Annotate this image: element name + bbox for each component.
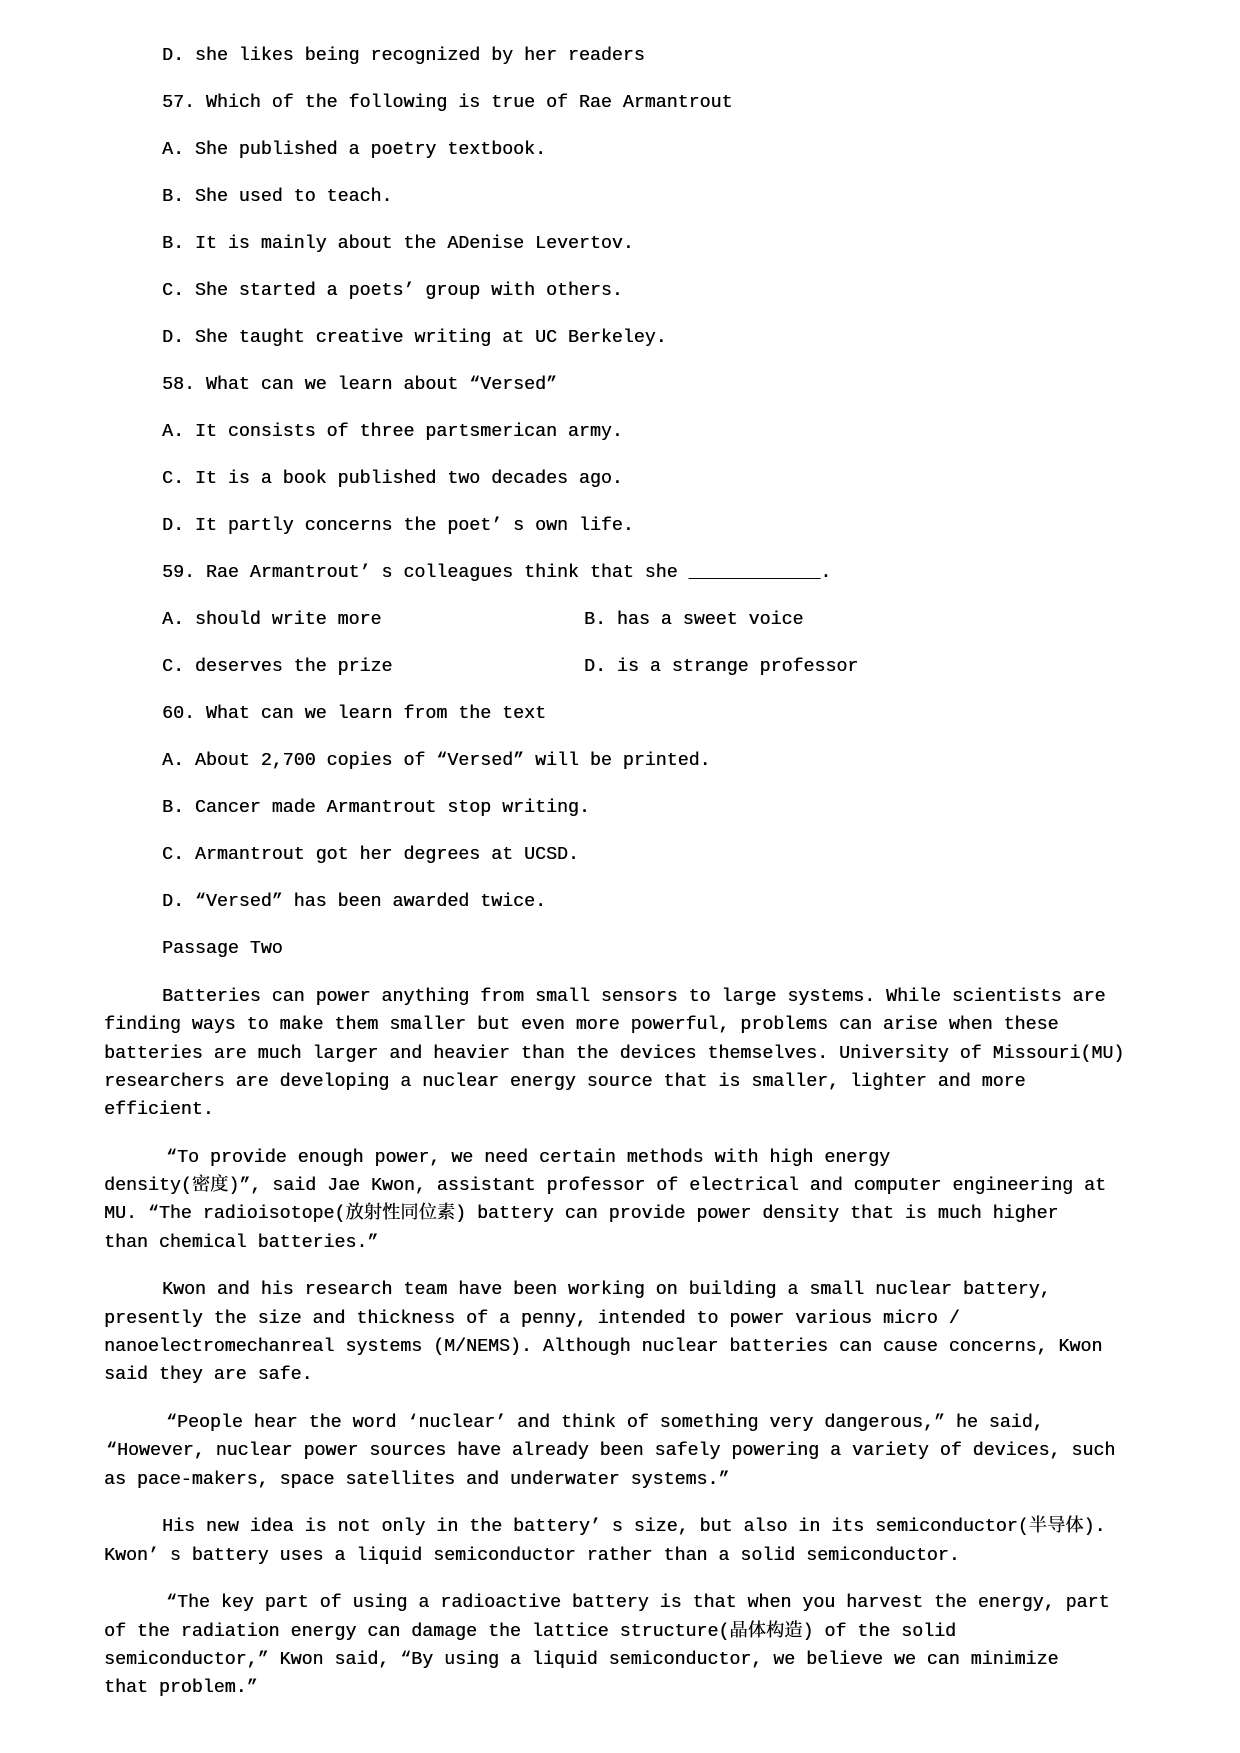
paragraph-line: researchers are developing a nuclear energy source that is smaller, lighter and more — [104, 1071, 1026, 1092]
paragraph-line: density(密度)”, said Jae Kwon, assistant professor of electrical and computer engineering at — [104, 1176, 1106, 1197]
question-58-option: C. It is a book published two decades ago. — [162, 469, 623, 489]
paragraph-line: Kwon and his research team have been working on building a small nuclear battery, — [162, 1280, 1051, 1301]
paragraph-line: Batteries can power anything from small sensors to large systems. While scientists are — [162, 987, 1106, 1007]
previous-question-option: D. she likes being recognized by her readers — [162, 46, 645, 66]
paragraph-line: MU. “The radioisotope(放射性同位素) battery can provide power density that is much higher — [104, 1204, 1059, 1225]
paragraph-line: presently the size and thickness of a penny, intended to power various micro / — [104, 1308, 960, 1329]
passage-paragraph — [0, 1409, 1240, 1494]
question-60-option: C. Armantrout got her degrees at UCSD. — [162, 845, 579, 865]
paragraph-line: Kwon’ s battery uses a liquid semiconductor rather than a solid semiconductor. — [104, 1545, 960, 1566]
paragraph-line: His new idea is not only in the battery’ s size, but also in its semiconductor(半导体). — [162, 1517, 1106, 1538]
question-57-option: C. She started a poets’ group with others. — [162, 281, 623, 301]
paragraph-line: than chemical batteries.” — [104, 1232, 379, 1253]
question-59-option-c: C. deserves the prize — [162, 657, 393, 677]
paragraph-line: “The key part of using a radioactive battery is that when you harvest the energy, part — [166, 1593, 1110, 1614]
paragraph-line: of the radiation energy can damage the lattice structure(晶体构造) of the solid — [104, 1621, 957, 1642]
passage-paragraph — [0, 1144, 1240, 1257]
question-58-option: A. It consists of three partsmerican army. — [162, 422, 623, 442]
question-57-option: D. She taught creative writing at UC Berkeley. — [162, 328, 667, 348]
question-57-option: B. It is mainly about the ADenise Levertov. — [162, 234, 634, 254]
paragraph-line: “To provide enough power, we need certain methods with high energy — [166, 1147, 891, 1168]
question-59-stem: 59. Rae Armantrout’ s colleagues think that she ____________. — [162, 563, 832, 583]
passage-paragraph — [0, 1589, 1240, 1702]
question-59-option-row — [162, 644, 1162, 691]
question-59-option-a: A. should write more — [162, 610, 382, 630]
question-59-option-row — [162, 597, 1162, 644]
passage-paragraph — [0, 1513, 1240, 1570]
paragraph-line: batteries are much larger and heavier than the devices themselves. University of Missouri(MU) — [104, 1043, 1125, 1064]
question-57-option: A. She published a poetry textbook. — [162, 140, 546, 160]
question-59-option-d: D. is a strange professor — [584, 657, 859, 677]
passage-two-body — [0, 983, 1240, 1722]
question-57-stem: 57. Which of the following is true of Rae Armantrout — [162, 93, 733, 113]
question-60-option: B. Cancer made Armantrout stop writing. — [162, 798, 590, 818]
paragraph-line: as pace-makers, space satellites and underwater systems.” — [104, 1469, 730, 1490]
question-57-option: B. She used to teach. — [162, 187, 393, 207]
question-60-stem: 60. What can we learn from the text — [162, 704, 546, 724]
paragraph-line: semiconductor,” Kwon said, “By using a liquid semiconductor, we believe we can minimize — [104, 1649, 1059, 1670]
paragraph-line: that problem.” — [104, 1678, 258, 1699]
questions-section — [162, 33, 1162, 973]
paragraph-line: finding ways to make them smaller but even more powerful, problems can arise when these — [104, 1015, 1059, 1036]
passage-heading: Passage Two — [162, 939, 283, 959]
question-59-option-b: B. has a sweet voice — [584, 610, 804, 630]
question-60-option: A. About 2,700 copies of “Versed” will be printed. — [162, 751, 711, 771]
question-60-option: D. “Versed” has been awarded twice. — [162, 892, 546, 912]
paragraph-line: “People hear the word ‘nuclear’ and think of something very dangerous,” he said, — [166, 1413, 1044, 1434]
paragraph-line: said they are safe. — [104, 1365, 313, 1386]
paragraph-line: “However, nuclear power sources have already been safely powering a variety of devices, such — [106, 1441, 1116, 1462]
question-58-option: D. It partly concerns the poet’ s own life. — [162, 516, 634, 536]
passage-paragraph — [0, 983, 1240, 1124]
paragraph-line: efficient. — [104, 1100, 214, 1121]
question-58-stem: 58. What can we learn about “Versed” — [162, 375, 557, 395]
passage-paragraph — [0, 1276, 1240, 1389]
paragraph-line: nanoelectromechanreal systems (M/NEMS). Although nuclear batteries can cause concerns, Kwon — [104, 1337, 1103, 1358]
